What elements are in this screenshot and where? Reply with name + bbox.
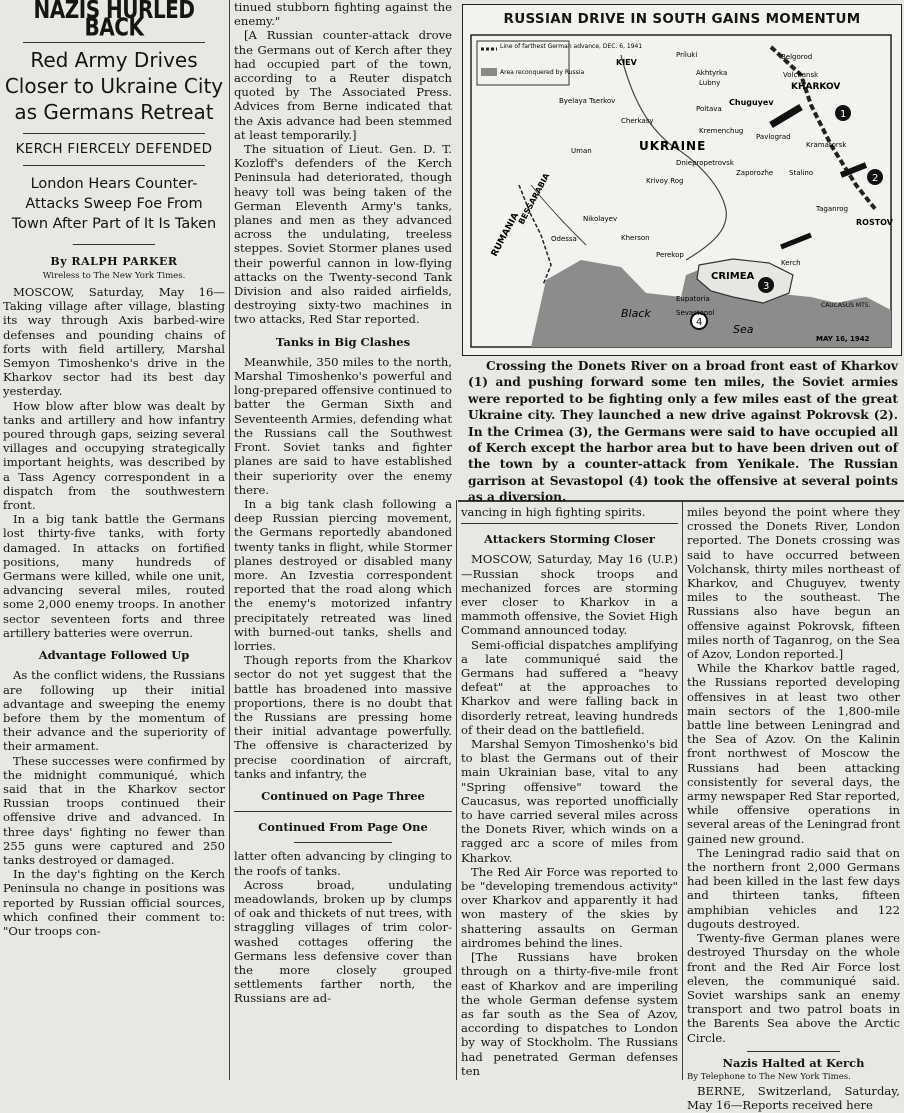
paragraph: While the Kharkov battle raged, the Russians reported developing offensives in at least two other main sectors of the 1,800-mile battle line between Leningrad and the Sea of Azov. On the Kalinin front northwest of Moscow the Russians had been attacking consistently for several days, the army newspaper Red Star reported, while offensive operations in several areas of the Leningrad front gained new ground. (687, 661, 900, 846)
column-rule-3 (682, 500, 683, 1080)
map-label-sea: Sea (733, 323, 754, 336)
map-title: RUSSIAN DRIVE IN SOUTH GAINS MOMENTUM (503, 11, 861, 27)
paragraph: In the day's fighting on the Kerch Peninsula no change in positions was reported by Russian official sources, which confined their comment to: "Our troops con- (3, 867, 225, 938)
map-label-krivoy-rog: Krivoy Rog (646, 177, 684, 185)
column3-rule (461, 523, 678, 524)
main-headline: NAZIS HURLED BACK (33, 0, 195, 42)
paragraph: Semi-official dispatches amplifying a late communiqué said the Germans had suffered a "heavy defeat" at the approaches to Kharkov and were falling back in disorderly retreat, leaving hundreds of their dead on the battlefield. (461, 637, 678, 737)
map-label-akhtyrka: Akhtyrka (696, 69, 728, 77)
map-label-kharkov: KHARKOV (791, 82, 841, 92)
paragraph: The Leningrad radio said that on the northern front 2,000 Germans had been killed in the last few days and thirteen tanks, fifteen amphibian vehicles and 122 dugouts destroyed. (687, 845, 900, 931)
map-caption (468, 358, 898, 506)
map-label-nikolayev: Nikolayev (583, 215, 618, 223)
map-label-zaporozhe: Zaporozhe (736, 169, 774, 177)
paragraph: [The Russians have broken through on a thirty-five-mile front east of Kharkov and are imperiling the whole German defense system as far south as the Sea of Azov, according to dispatches to London by way of Stockholm. The Russians had penetrated German defenses ten (461, 950, 678, 1078)
map-label-kerch: Kerch (781, 259, 801, 267)
column4-rule (747, 1051, 840, 1052)
continued-from-label: Continued From Page One (258, 820, 428, 835)
subhead: Advantage Followed Up (38, 648, 190, 663)
headline-rule (23, 42, 205, 43)
column-rule-1 (229, 0, 230, 1080)
paragraph: Though reports from the Kharkov sector do not yet suggest that the battle has broadened into massive proportions, there is no doubt that the Russians are pressing home their initial advantage powerfully. The offensive is characterized by precise coordination of aircraft, tanks and infantry, the (234, 653, 452, 781)
marker-3-label: 3 (763, 281, 770, 292)
paragraph: How blow after blow was dealt by tanks and artillery and how infantry poured through gaps, seizing several villages and occupying strategically important heights, was described by a Tass Agency correspondent in a dispatch from the southwestern front. (3, 398, 225, 513)
map-label-kiev: KIEV (616, 58, 637, 67)
paragraph: MOSCOW, Saturday, May 16 (U.P.)—Russian shock troops and mechanized forces are storming ever closer to Kharkov in a mammoth offensive, the Soviet High Command announced today. (461, 552, 678, 638)
deck-headline-1: Red Army Drives Closer to Ukraine City as Germans Retreat (4, 48, 224, 125)
legend-area-symbol (481, 68, 497, 76)
map-label-pavlograd: Pavlograd (756, 133, 791, 141)
paragraph: miles beyond the point where they crossed the Donets River, London reported. The Donets crossing was said to have occurred between Volchansk, thirty miles northeast of Kharkov, and Chuguyev, twenty miles to the southeast. The Russians also have begun an offensive against Pokrovsk, fifteen miles north of Taganrog, on the Sea of Azov, London reported.] (687, 505, 900, 662)
paragraph: As the conflict widens, the Russians are following up their initial advantage and sweeping the enemy before them by the momentum of their advance and the superiority of their armament. (3, 668, 225, 754)
continued-on-label: Continued on Page Three (261, 788, 425, 803)
article-column-4 (687, 505, 900, 1113)
paragraph: The Red Air Force was reported to be "developing tremendous activity" over Kharkov and apparently it had won mastery of the skies by shattering assaults on German airdromes behind the lines. (461, 864, 678, 950)
map-label-taganrog: Taganrog (816, 205, 849, 213)
map-figure (462, 4, 902, 356)
paragraph: tinued stubborn fighting against the enemy." (234, 0, 452, 29)
marker-2-label: 2 (872, 173, 879, 184)
map-label-eupatoria: Eupatoria (676, 295, 710, 303)
byline: By RALPH PARKER (50, 254, 178, 268)
map-svg (471, 35, 891, 347)
article-column-1 (3, 0, 225, 1080)
paragraph: BERNE, Switzerland, Saturday, May 16—Reports received here (687, 1084, 900, 1113)
continued-from-rule (294, 842, 392, 843)
paragraph: Meanwhile, 350 miles to the north, Marshal Timoshenko's powerful and long-prepared offensive continued to batter the German Sixth and Seventeenth Armies, defending what the Russians call the Southwest Front. Soviet tanks and fighter planes are said to have established their superiority over the enemy there. (234, 354, 452, 497)
legend-area-label: Area reconquered by Russia (500, 69, 585, 76)
subhead: Nazis Halted at Kerch (722, 1055, 865, 1070)
map-label-belgorod: Belgorod (781, 53, 813, 61)
map-label-rostov: ROSTOV (856, 218, 893, 227)
map-date: MAY 16, 1942 (816, 335, 870, 343)
map-label-crimea: CRIMEA (711, 271, 755, 282)
map-label-uman: Uman (571, 147, 592, 155)
map-label-cherkasy: Cherkasy (621, 117, 654, 125)
subhead-credit: By Telephone to The New York Times. (687, 1071, 851, 1082)
paragraph: [A Russian counter-attack drove the Germans out of Kerch after they had occupied part of the town, according to a Reuter dispatch quoted by The Associated Press. Advices from Berne indicated that the Axis advance had been stemmed at least temporarily.] (234, 28, 452, 142)
paragraph: In a big tank battle the Germans lost thirty-five tanks, with forty damaged. In attacks on fortified positions, many hundreds of Germans were killed, while one unit, advancing several miles, routed some 2,000 enemy troops. In another sector seventeen forts and three artillery batteries were overrun. (3, 512, 225, 640)
map-label-caucasus: CAUCASUS MTS. (821, 302, 871, 309)
paragraph: vancing in high fighting spirits. (461, 505, 646, 519)
byline-credit: Wireless to The New York Times. (42, 270, 186, 281)
paragraph: latter often advancing by clinging to the roofs of tanks. (234, 849, 452, 878)
map-label-priluki: Priluki (676, 51, 698, 59)
legend-line-label: Line of farthest German advance, DEC. 6, 1941 (500, 43, 643, 50)
map-label-sevastopol: Sevastopol (676, 309, 715, 317)
map-label-lubny: Lubny (699, 79, 721, 87)
subhead: Tanks in Big Clashes (275, 334, 411, 349)
deck-rule-3 (73, 244, 155, 245)
article-column-2 (234, 0, 452, 1080)
column-rule-2 (456, 500, 457, 1080)
caption-text: Crossing the Donets River on a broad front east of Kharkov (1) and pushing forward some ten miles, the Soviet armies were reported to be fighting only a few miles east of the great Ukraine city. They launched a new drive against Pokrovsk (2). In the Crimea (3), the Germans were said to have occupied all of Kerch except the harbor area but to have been driven out of the town by a counter-attack from Yenikale. The Russian garrison at Sevastopol (4) took the offensive at several points as a diversion. (468, 359, 898, 505)
map-label-stalino: Stalino (789, 169, 814, 177)
paragraph: MOSCOW, Saturday, May 16—Taking village after village, blasting its way through Axis barbed-wire defenses and pounding chains of forts with field artillery, Marshal Semyon Timoshenko's drive in the Kharkov sector had its best day yesterday. (3, 285, 225, 399)
paragraph: Marshal Semyon Timoshenko's bid to blast the Germans out of their main Ukrainian base, vital to any "Spring offensive" toward the Caucasus, was reported unofficially to have carried several miles across the Donets River, which winds on a ragged arc a score of miles from Kharkov. (461, 737, 678, 865)
map-label-kremenchug: Kremenchug (699, 127, 744, 135)
article-column-3 (461, 505, 678, 1080)
paragraph: In a big tank clash following a deep Russian piercing movement, the Germans reportedly abandoned twenty tanks in flight, while Stormer planes destroyed or disabled many more. An Izvestia correspondent reported that the road along which the enemy's motorized infantry precipitately retreated was lined with burned-out tanks, shells and lorries. (234, 496, 452, 653)
map-label-bessarabia: BESSARABIA (516, 171, 552, 226)
map-label-dniepropetrovsk: Dniepropetrovsk (676, 159, 734, 167)
map-label-black: Black (621, 307, 651, 320)
continued-rule (234, 811, 452, 812)
marker-4-label: 4 (696, 317, 703, 328)
deck-rule-2 (23, 165, 205, 166)
deck-headline-3: London Hears Counter-Attacks Sweep Foe From Town After Part of It Is Taken (11, 175, 217, 232)
map-label-kramatorsk: Kramatorsk (806, 141, 847, 149)
map-label-byelaya: Byelaya Tserkov (559, 97, 616, 105)
paragraph: Twenty-five German planes were destroyed Thursday on the whole front and the Red Air Force lost eleven, the communiqué said. Soviet warships sank an enemy transport and two patrol boats in the Barents Sea above the Arctic Circle. (687, 931, 900, 1045)
map-label-kherson: Kherson (621, 234, 650, 242)
map-label-odessa: Odessa (551, 235, 577, 243)
map-label-perekop: Perekop (656, 251, 684, 259)
map-label-chuguyev: Chuguyev (729, 98, 774, 107)
paragraph: The situation of Lieut. Gen. D. T. Kozloff's defenders of the Kerch Peninsula had deteriorated, though heavy toll was being taken of the German Eleventh Army's tanks, planes and men as they advanced across the undulating, treeless steppes. Soviet Stormer planes used their powerful cannon in low-flying attacks on the Twenty-second Tank Division and also raided airfields, destroying sixty-two machines in two attacks, Red Star reported. (234, 142, 452, 327)
map-label-rumania: RUMANIA (489, 211, 522, 259)
subhead: Attackers Storming Closer (484, 532, 655, 547)
paragraph: These successes were confirmed by the midnight communiqué, which said that in the Kharkov sector Russian troops continued their offensive drive and advanced. In three days' fighting no fewer than 255 guns were captured and 250 tanks destroyed or damaged. (3, 753, 225, 867)
deck-rule-1 (23, 133, 205, 134)
paragraph: Across broad, undulating meadowlands, broken up by clumps of oak and thickets of nut trees, with straggling villages of trim color-washed cottages offering the Germans less defensive cover than the more closely grouped settlements farther north, the Russians are ad- (234, 877, 452, 1006)
map-label-poltava: Poltava (696, 105, 722, 113)
deck-headline-2: KERCH FIERCELY DEFENDED (15, 141, 213, 158)
marker-1-label: 1 (840, 109, 847, 120)
map-label-ukraine: UKRAINE (639, 139, 707, 153)
map-label-volchansk: Volchansk (783, 71, 819, 79)
